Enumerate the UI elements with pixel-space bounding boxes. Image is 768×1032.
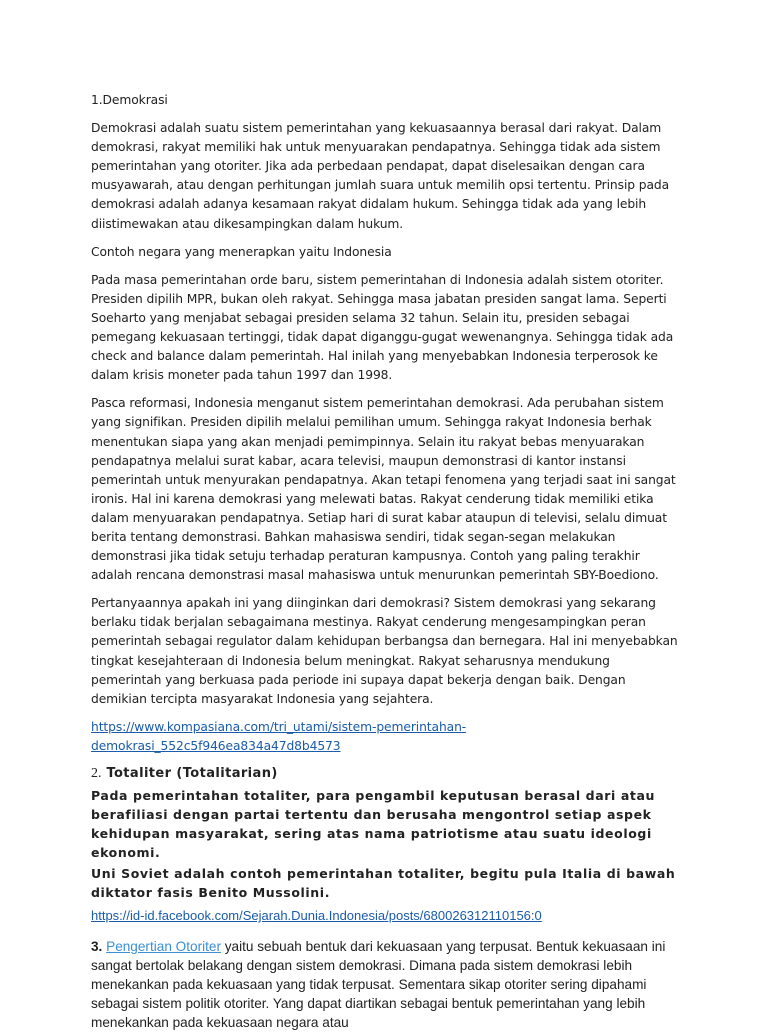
source-link-kompasiana[interactable]: https://www.kompasiana.com/tri_utami/sistem-pemerintahan-demokrasi_552c5f946ea834a47d8b4573 [91,719,467,753]
paragraph: Pertanyaannya apakah ini yang diinginkan dari demokrasi? Sistem demokrasi yang sekarang berlaku tidak berjalan sebagaimana mestinya. Rakyat cenderung mengesampingkan peran pemerintah sebagai regulator dalam kehidupan berbangsa dan bernegara. Hal ini menyebabkan tingkat kesejahteraan di Indonesia belum meningkat. Rakyat seharusnya mendukung pemerintah yang berkuasa pada periode ini supaya dapat bekerja dengan baik. Dengan demikian tercipta masyarakat Indonesia yang sejahtera. [91,596,678,706]
paragraph: Pada pemerintahan totaliter, para pengambil keputusan berasal dari atau berafiliasi dengan partai tertentu dan berusaha mengontrol setiap aspek kehidupan masyarakat, sering atas nama patriotisme atau suatu ideologi ekonomi. [91,788,655,860]
section-number: 3. [91,939,103,954]
paragraph: Uni Soviet adalah contoh pemerintahan totaliter, begitu pula Italia di bawah diktator fasis Benito Mussolini. [91,866,676,900]
paragraph: Contoh negara yang menerapkan yaitu Indonesia [91,244,392,259]
paragraph: Pada masa pemerintahan orde baru, sistem pemerintahan di Indonesia adalah sistem otoriter. Presiden dipilih MPR, bukan oleh rakyat. Sehingga masa jabatan presiden sangat lama. Seperti Soeharto yang menjabat sebagai presiden selama 32 tahun. Selain itu, presiden sebagai pemegang kekuasaan tertinggi, tidak dapat diganggu-gugat wewenangnya. Sehingga tidak ada check and balance dalam pemerintah. Hal inilah yang menyebabkan Indonesia terperosok ke dalam krisis moneter pada tahun 1997 dan 1998. [91,272,674,383]
section-title: Totaliter (Totalitarian) [106,766,278,781]
paragraph-otoriter [91,937,681,1032]
section-heading-demokrasi: 1.Demokrasi [91,93,168,107]
section-number: 2. [91,766,102,781]
link-pengertian-otoriter[interactable]: Pengertian Otoriter [106,939,221,954]
paragraph-text: yaitu sebuah bentuk dari kekuasaan yang terpusat. Bentuk kekuasaan ini sangat bertolak belakang dengan sistem demokrasi. Dimana pada sistem demokrasi lebih menekankan pada kekuasaan yang tidak terpusat. Sementara sikap otoriter sering dipahami sebagai sistem politik otoriter. Yang dapat diartikan sebagai bentuk pemerintahan yang lebih menekankan pada kekuasaan negara atau [91,939,666,1030]
document-page [91,91,681,1032]
section-heading-totaliter [91,766,681,782]
source-link-facebook[interactable]: https://id-id.facebook.com/Sejarah.Dunia.Indonesia/posts/680026312110156:0 [91,908,542,923]
paragraph: Pasca reformasi, Indonesia menganut sistem pemerintahan demokrasi. Ada perubahan sistem yang signifikan. Presiden dipilih melalui pemilihan umum. Sehingga rakyat Indonesia berhak menentukan siapa yang akan menjadi pemimpinnya. Selain itu rakyat bebas menyuarakan pendapatnya melalui surat kabar, acara televisi, maupun demonstrasi di kantor instansi pemerintah untuk menyurakan pendapatnya. Akan tetapi fenomena yang terjadi saat ini sangat ironis. Hal ini karena demokrasi yang melewati batas. Rakyat cenderung tidak memiliki etika dalam menyuarakan pendapatnya. Setiap hari di surat kabar ataupun di televisi, selalu dimuat berita tentang demonstrasi. Bahkan mahasiswa sendiri, tidak segan-segan melakukan demonstrasi jika tidak setuju terhadap peraturan kampusnya. Contoh yang paling terakhir adalah rencana demonstrasi masal mahasiswa untuk menurunkan pemerintah SBY-Boediono. [91,396,676,583]
paragraph: Demokrasi adalah suatu sistem pemerintahan yang kekuasaannya berasal dari rakyat. Dalam demokrasi, rakyat memiliki hak untuk menyuarakan pendapatnya. Sehingga tidak ada sistem pemerintahan yang otoriter. Jika ada perbedaan pendapat, dapat diselesaikan dengan cara musyawarah, atau dengan perhitungan jumlah suara untuk memilih opsi tertentu. Prinsip pada demokrasi adalah adanya kesamaan rakyat didalam hukum. Sehingga tidak ada yang lebih diistimewakan atau dikesampingkan dalam hukum. [91,121,670,231]
